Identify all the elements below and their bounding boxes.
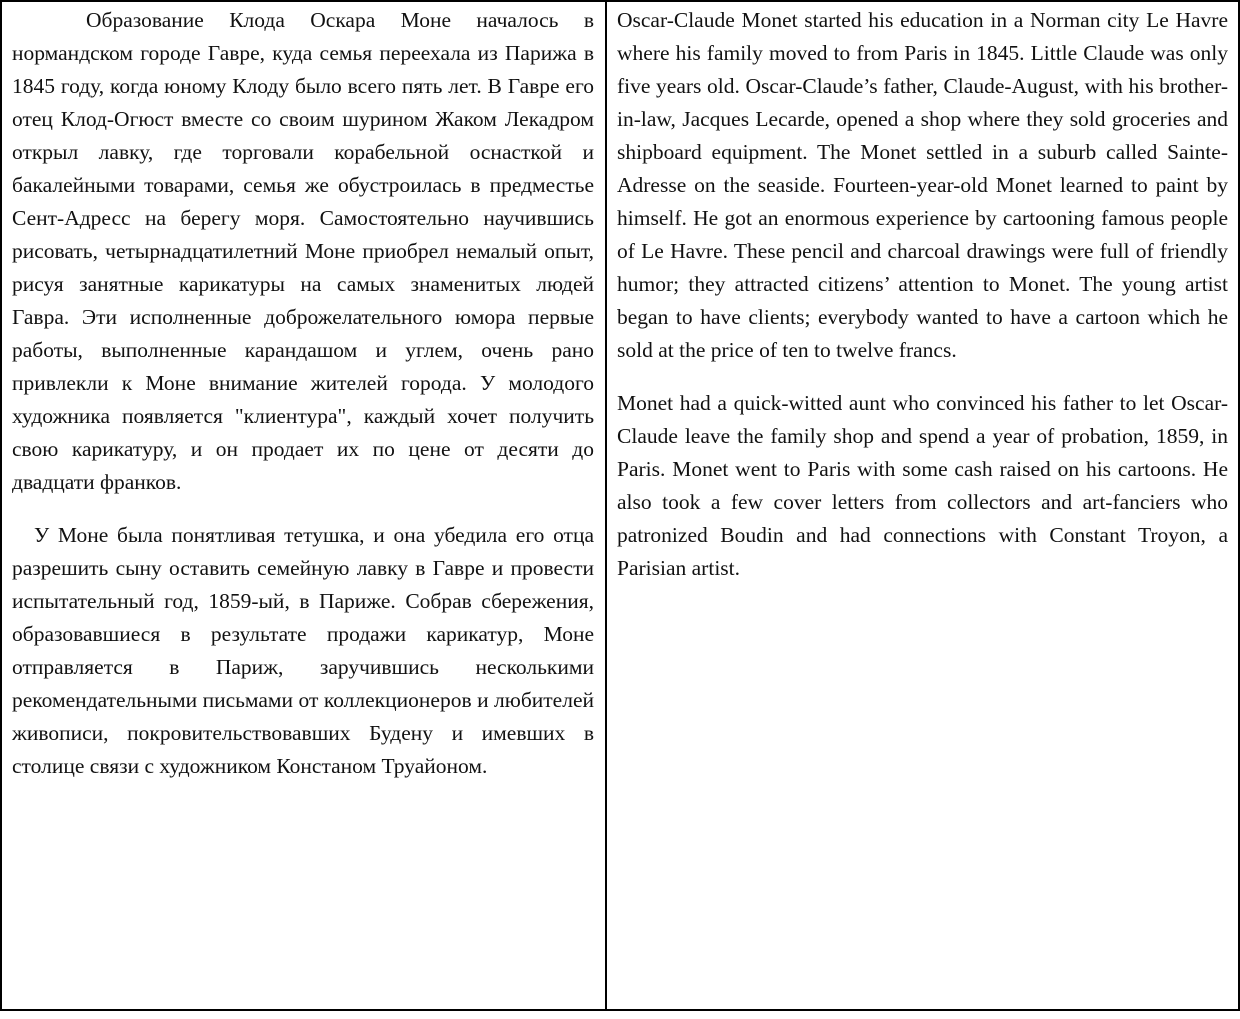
russian-paragraph-1: Образование Клода Оскара Моне началось в нормандском городе Гавре, куда семья переехала из Парижа в 1845 году, когда юному Клоду было всего пять лет. В Гавре его отец Клод-Огюст вместе со своим шурином Жаком Лекадром открыл лавку, где торговали корабельной оснасткой и бакалейными товарами, семья же обустроилась в предместье Сент-Адресс на берегу моря. Самостоятельно научившись рисовать, четырнадцатилетний Моне приобрел немалый опыт, рисуя занятные карикатуры на самых знаменитых людей Гавра. Эти исполненные доброжелательного юмора первые работы, выполненные карандашом и углем, очень рано привлекли к Моне внимание жителей города. У молодого художника появляется "клиентура", каждый хочет получить свою карикатуру, и он продает их по цене от десяти до двадцати франков. — [12, 8, 594, 494]
table-row — [1, 1, 1239, 1010]
russian-paragraph-2: У Моне была понятливая тетушка, и она убедила его отца разрешить сыну оставить семейную лавку в Гавре и провести испытательный год, 1859-ый, в Париже. Собрав сбережения, образовавшиеся в результате продажи карикатур, Моне отправляется в Париж, заручившись несколькими рекомендательными письмами от коллекционеров и любителей живописи, покровительствовавших Будену и имевших в столице связи с художником Констаном Труайоном. — [12, 523, 594, 778]
english-paragraph-1: Oscar-Claude Monet started his education in a Norman city Le Havre where his family moved to from Paris in 1845. Little Claude was only five years old. Oscar-Claude’s father, Claude-August, with his brother-in-law, Jacques Lecarde, opened a shop where they sold groceries and shipboard equipment. The Monet settled in a suburb called Sainte-Adresse on the seaside. Fourteen-year-old Monet learned to paint by himself. He got an enormous experience by cartooning famous people of Le Havre. These pencil and charcoal drawings were full of friendly humor; they attracted citizens’ attention to Monet. The young artist began to have clients; everybody wanted to have a cartoon which he sold at the price of ten to twelve francs. — [617, 8, 1228, 362]
english-paragraph-2: Monet had a quick-witted aunt who convinced his father to let Oscar-Claude leave the family shop and spend a year of probation, 1859, in Paris. Monet went to Paris with some cash raised on his cartoons. He also took a few cover letters from collectors and art-fanciers who patronized Boudin and had connections with Constant Troyon, a Parisian artist. — [617, 391, 1228, 580]
russian-text — [2, 2, 605, 783]
russian-column — [1, 1, 606, 1010]
english-column — [606, 1, 1239, 1010]
english-text — [607, 2, 1238, 585]
